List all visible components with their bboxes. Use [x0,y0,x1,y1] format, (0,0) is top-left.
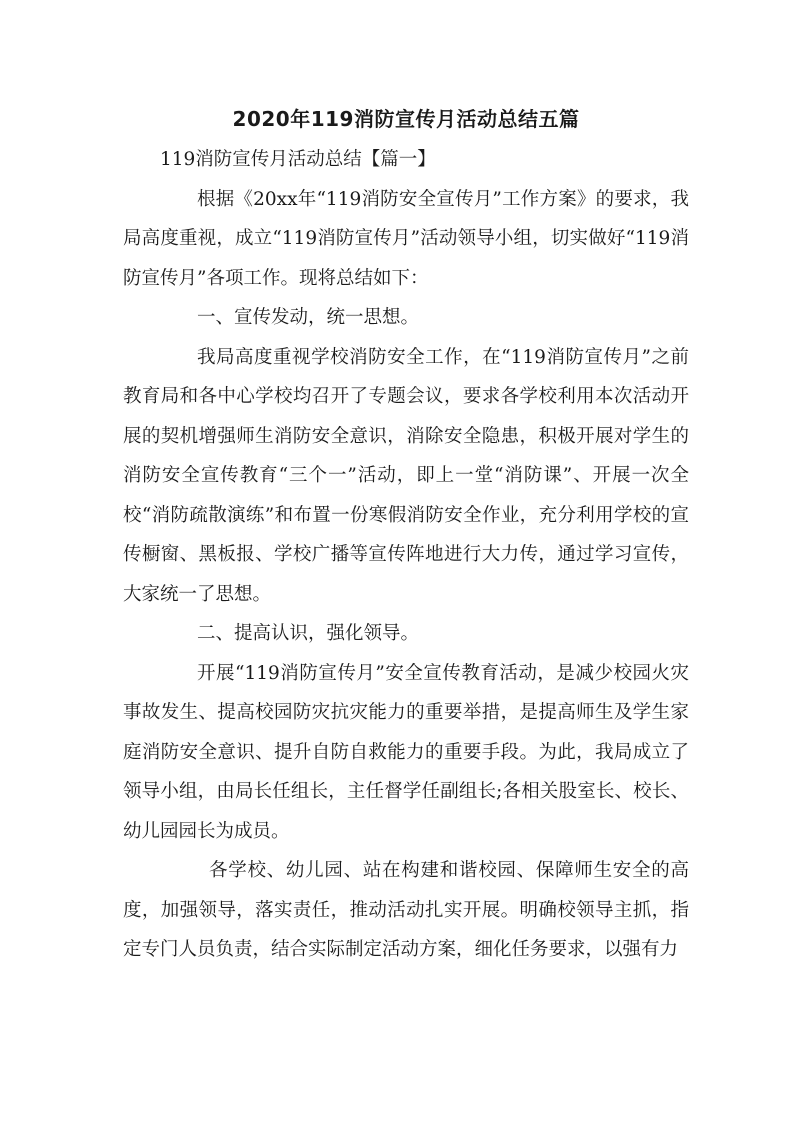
paragraph-section-two-continued: 各学校、幼儿园、站在构建和谐校园、保障师生安全的高度，加强领导，落实责任，推动活动扎实开展。明确校领导主抓，指定专门人员负责，结合实际制定活动方案，细化任务要求，以强有力 [123,860,689,960]
document-title: 2020年119消防宣传月活动总结五篇 [232,107,580,131]
heading-section-one: 一、宣传发动，统一思想。 [197,307,420,328]
heading-section-two: 二、提高认识，强化领导。 [197,623,420,644]
paragraph-intro: 根据《20xx年“119消防安全宣传月”工作方案》的要求，我局高度重视，成立“119消防宣传月”活动领导小组，切实做好“119消防宣传月”各项工作。现将总结如下： [123,188,689,289]
section-heading: 119消防宣传月活动总结【篇一】 [160,149,436,170]
paragraph-section-two: 开展“119消防宣传月”安全宣传教育活动，是减少校园火灾事故发生、提高校园防灾抗灾能力的重要举措，是提高师生及学生家庭消防安全意识、提升自防自救能力的重要手段。为此，我局成立了领导小组，由局长任组长，主任督学任副组长;各相关股室长、校长、幼儿园园长为成员。 [123,662,689,842]
document-body [123,100,689,970]
paragraph-section-one: 我局高度重视学校消防安全工作，在“119消防宣传月”之前教育局和各中心学校均召开了专题会议，要求各学校利用本次活动开展的契机增强师生消防安全意识，消除安全隐患，积极开展对学生的消防安全宣传教育“三个一”活动，即上一堂“消防课”、开展一次全校“消防疏散演练”和布置一份寒假消防安全作业，充分利用学校的宣传橱窗、黑板报、学校广播等宣传阵地进行大力传，通过学习宣传，大家统一了思想。 [123,346,689,605]
